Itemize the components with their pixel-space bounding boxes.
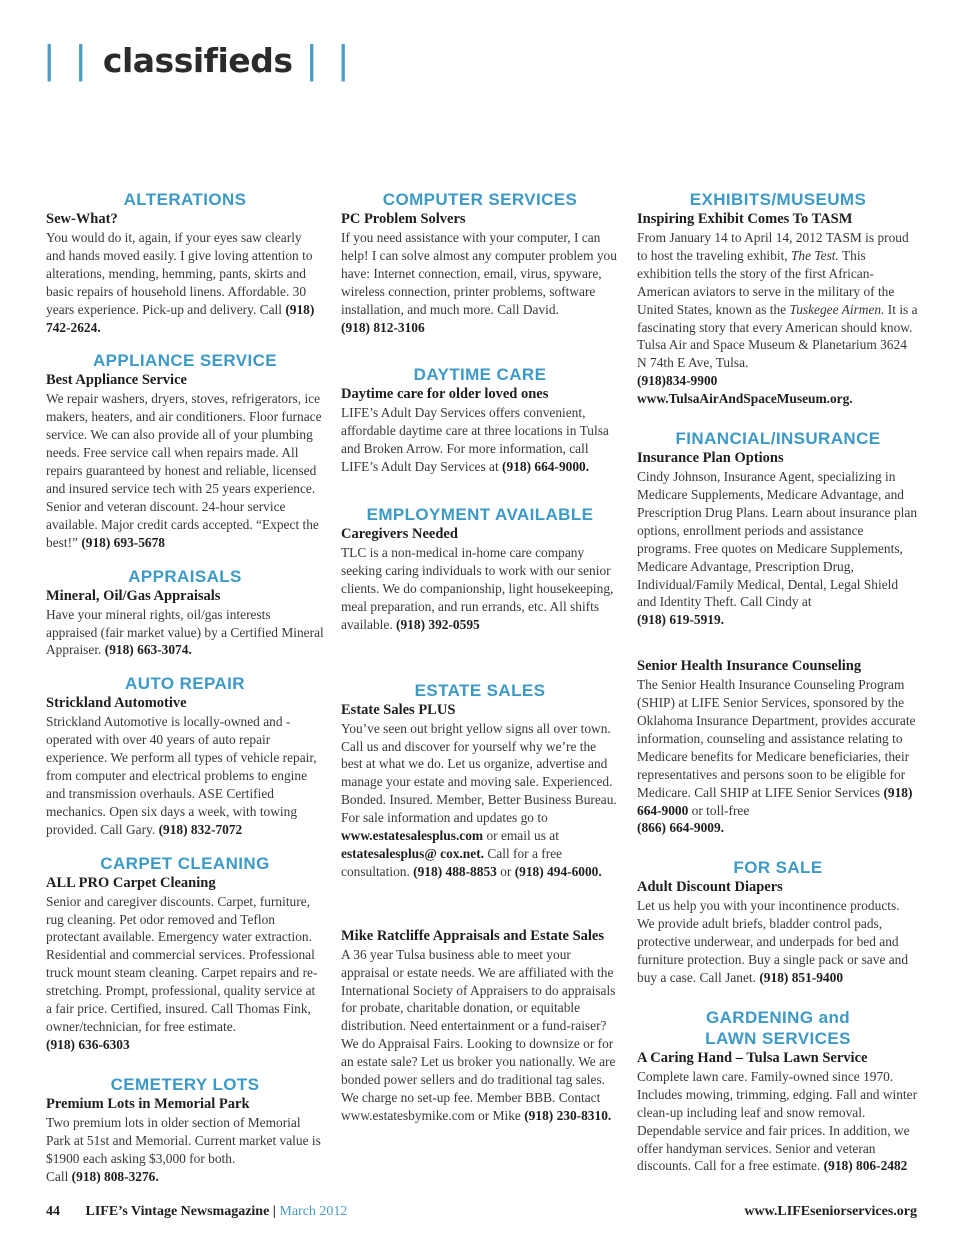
- ad-employment: [341, 504, 619, 634]
- ad-exhibits-museums: [637, 189, 919, 408]
- ad-body: [341, 946, 619, 1125]
- category-heading: EMPLOYMENT AVAILABLE: [366, 505, 594, 525]
- category-heading: FOR SALE: [733, 858, 823, 878]
- ad-body: [46, 606, 324, 660]
- category-heading: CARPET CLEANING: [100, 853, 270, 873]
- website-link[interactable]: www.estatesalesplus.com: [341, 828, 484, 844]
- ad-body: [637, 229, 919, 408]
- header-bars-left: | |: [44, 38, 91, 82]
- ad-daytime-care: [341, 364, 619, 476]
- phone-number: (918) 663-3074.: [104, 642, 192, 658]
- business-name: Insurance Plan Options: [637, 450, 784, 467]
- ad-text: Senior and caregiver discounts. Carpet, furniture, rug cleaning. Pet odor removed and Teflon protectant available. Emergency water extraction. Residential and commercial services. Professional truck mount steam cleaning. Carpet repairs and re-stretching. Prompt, professional, quality service at a fair price. Certified, insured. Call Thomas Fink, owner/technician, for free estimate.: [46, 893, 318, 1034]
- ad-text: If you need assistance with your computer, I can help! I can solve almost any computer problem you have: Internet connection, email, virus, spyware, wireless connection, printer problems, software installation, and much more. Call David.: [341, 230, 617, 317]
- ad-body: [46, 229, 324, 336]
- phone-number: (866) 664-9009.: [637, 820, 725, 836]
- ad-text: This exhibition tells the story of the first African-American aviators to serve in the military of the United States, known as the: [637, 247, 895, 317]
- business-name: PC Problem Solvers: [341, 211, 466, 227]
- ad-text: We repair washers, dryers, stoves, refrigerators, ice makers, heaters, and air conditioners. Floor furnace service. We can also provide all of your plumbing needs. Free service call when repairs made. All repairs guaranteed by honest and reliable, licensed and insured service tech with 25 years experience. Senior and veteran discount. 24-hour service available. Major credit cards accepted. “Expect the best!”: [46, 391, 322, 550]
- ad-appraisals: [46, 566, 324, 660]
- phone-number: (918) 808-3276.: [71, 1168, 159, 1184]
- ad-carpet-cleaning: [46, 853, 324, 1054]
- ad-estate-sales: [341, 680, 619, 881]
- business-name: ALL PRO Carpet Cleaning: [46, 874, 216, 891]
- ad-text: Two premium lots in older section of Memorial Park at 51st and Memorial. Current market value is $1900 each asking $3,000 for both.: [46, 1114, 321, 1166]
- ad-body: [341, 229, 619, 336]
- business-name: Senior Health Insurance Counseling: [637, 658, 862, 675]
- website-link[interactable]: www.TulsaAirAndSpaceMuseum.org.: [637, 391, 853, 407]
- column-3: [637, 189, 919, 1175]
- phone-number: (918)834-9900: [637, 373, 718, 389]
- business-name: A Caring Hand – Tulsa Lawn Service: [637, 1049, 868, 1066]
- page-number: 44: [46, 1204, 60, 1219]
- ad-body: [637, 676, 919, 837]
- ad-appliance: [46, 350, 324, 551]
- phone-number: (918) 693-5678: [81, 534, 166, 550]
- phone-number: (918) 664-9000: [637, 784, 913, 818]
- ad-body: [46, 390, 324, 551]
- phone-number: (918) 832-7072: [158, 821, 243, 837]
- ad-body: [637, 1068, 919, 1175]
- business-name: Estate Sales PLUS: [341, 701, 456, 718]
- ad-text: Strickland Automotive is locally-owned and - operated with over 40 years of auto repair experience. We perform all types of vehicle repair, from computer and electrical problems to engine and transmission overhauls. ASE Certified mechanics. Open six days a week, with towing provided. Call Gary.: [46, 714, 317, 837]
- phone-number: (918) 742-2624.: [46, 301, 315, 335]
- category-heading: ESTATE SALES: [414, 680, 546, 700]
- footer-website[interactable]: www.LIFEseniorservices.org: [744, 1204, 917, 1219]
- ad-computer-services: [341, 189, 619, 336]
- category-heading-line-2: LAWN SERVICES: [705, 1028, 851, 1048]
- phone-number: (918) 851-9400: [759, 970, 844, 985]
- ad-text: The Senior Health Insurance Counseling Program (SHIP) at LIFE Senior Services, sponsored by the Oklahoma Insurance Department, provides accurate information, counseling and assistance relating to Medicare benefits for Medicare beneficiaries, their representatives and persons soon to be eligible for Medicare. Call SHIP at LIFE Senior Services: [637, 677, 916, 800]
- ad-cemetery-lots: [46, 1074, 324, 1186]
- category-heading: APPLIANCE SERVICE: [92, 351, 278, 371]
- phone-number: (918) 392-0595: [396, 616, 480, 632]
- ad-ship: [637, 657, 919, 837]
- business-name: Inspiring Exhibit Comes To TASM: [637, 211, 853, 227]
- ad-text: or: [496, 863, 515, 879]
- header-bars-right: | |: [306, 38, 354, 82]
- ad-text: From January 14 to April 14, 2012 TASM is proud to host the traveling exhibit,: [637, 230, 909, 263]
- exhibit-title: The Test.: [790, 247, 839, 263]
- phone-number: (918) 636-6303: [46, 1036, 130, 1052]
- ad-body: [637, 468, 919, 629]
- phone-number: (918) 812-3106: [341, 319, 425, 335]
- ad-text: or toll-free: [688, 802, 750, 818]
- magazine-name: LIFE’s Vintage Newsmagazine |: [85, 1204, 280, 1219]
- page-title: classifieds: [102, 40, 293, 80]
- category-heading: FINANCIAL/INSURANCE: [675, 429, 881, 449]
- category-heading: EXHIBITS/MUSEUMS: [689, 190, 867, 209]
- phone-number: (918) 488-8853: [413, 863, 497, 879]
- business-name: Best Appliance Service: [46, 372, 187, 389]
- category-heading: COMPUTER SERVICES: [382, 190, 578, 209]
- ad-text: Complete lawn care. Family-owned since 1970. Includes mowing, trimming, edging. Fall and winter clean-up including leaf and snow removal. Dependable service and fair prices. In addition, we offer handyman services. Senior and veteran discounts. Call for a free estimate.: [637, 1068, 918, 1174]
- business-name: Daytime care for older loved ones: [341, 386, 549, 403]
- ad-financial-insurance: [637, 428, 919, 629]
- ad-text: Let us help you with your incontinence products. We provide adult briefs, bladder control pads, protective underwear, and underpads for bed and furniture protection. Buy a single pack or save and buy a case. Call Janet.: [637, 898, 909, 985]
- ad-body: [637, 897, 919, 987]
- business-name: Premium Lots in Memorial Park: [46, 1095, 250, 1112]
- phone-number: (918) 230-8310.: [524, 1107, 612, 1123]
- ad-for-sale: [637, 857, 919, 987]
- call-text: Call: [46, 1168, 72, 1184]
- ad-text: It is a fascinating story that every American should know. Tulsa Air and Space Museum & Planetarium 3624 N 74th E Ave, Tulsa.: [637, 301, 918, 371]
- ad-text: Have your mineral rights, oil/gas interests appraised (fair market value) by a Certified Mineral Appraiser.: [46, 606, 324, 658]
- ad-body: [341, 544, 619, 634]
- ad-body: [46, 1114, 324, 1186]
- column-2: [341, 189, 619, 1125]
- category-heading: ALTERATIONS: [123, 190, 247, 209]
- category-heading: GARDENING and: [705, 1007, 851, 1027]
- ad-text: Cindy Johnson, Insurance Agent, specializing in Medicare Supplements, Medicare Advantage, and Prescription Drug Plans. Learn about insurance plan options, enrollment periods and assistance programs. Free quotes on Medicare Supplements, Medicare Advantage, Prescription Drug, Individual/Family Medical, Dental, Legal Shield and Identity Theft. Call Cindy at: [637, 469, 918, 610]
- ad-mike-ratcliffe: [341, 927, 619, 1125]
- ad-text: TLC is a non-medical in-home care company seeking caring individuals to work with our senior clients. We do companionship, light housekeeping, meal preparation, and run errands, etc. All shifts available.: [341, 545, 614, 632]
- business-name: Strickland Automotive: [46, 695, 187, 712]
- business-name: Mike Ratcliffe Appraisals and Estate Sales: [341, 927, 605, 944]
- ad-auto-repair: [46, 673, 324, 838]
- ad-body: [46, 893, 324, 1054]
- category-heading: AUTO REPAIR: [125, 674, 245, 694]
- phone-number: (918) 806-2482: [823, 1158, 908, 1174]
- email-link[interactable]: estatesalesplus@ cox.net.: [341, 845, 485, 861]
- phone-number: (918) 664-9000.: [502, 459, 590, 475]
- ad-text: Call for a free consultation.: [341, 845, 563, 879]
- phone-number: (918) 494-6000.: [514, 863, 602, 879]
- ad-text: LIFE’s Adult Day Services offers convenient, affordable daytime care at three locations in Tulsa and Broken Arrow. For more information, call LIFE’s Adult Day Services at: [341, 405, 609, 475]
- ad-gardening: [637, 1007, 919, 1175]
- column-1: [46, 189, 324, 1185]
- ad-body: [46, 713, 324, 838]
- page-footer: [46, 1204, 917, 1224]
- ad-text: You’ve seen out bright yellow signs all over town. Call us and discover for yourself why we’re the best at what we do. Let us organize, advertise and manage your estate and moving sale. Experienced. Bonded. Insured. Member, Better Business Bureau. For sale information and updates go to: [341, 720, 617, 826]
- issue-month: March 2012: [279, 1204, 348, 1219]
- business-name: Caregivers Needed: [341, 526, 458, 543]
- ad-alterations: [46, 189, 324, 336]
- category-heading: DAYTIME CARE: [413, 365, 547, 385]
- ad-body: [341, 720, 619, 881]
- tuskegee-airmen: Tuskegee Airmen.: [789, 301, 885, 317]
- ad-body: [341, 404, 619, 476]
- category-heading: CEMETERY LOTS: [110, 1074, 260, 1094]
- business-name: Adult Discount Diapers: [637, 879, 783, 896]
- page-header: [44, 38, 353, 82]
- phone-number: (918) 619-5919.: [637, 612, 725, 628]
- business-name: Sew-What?: [46, 211, 118, 227]
- business-name: Mineral, Oil/Gas Appraisals: [46, 587, 221, 604]
- ad-text: A 36 year Tulsa business able to meet your appraisal or estate needs. We are affiliated with the International Society of Appraisers to do appraisals for probate, charitable donation, or equitable distribution. Need entertainment or a fund-raiser? We do Appraisal Fairs. Looking to downsize or for an estate sale? Let us broker you nationally. We are bonded power sellers and do traditional tag sales. We charge no set-up fee. Member BBB. Contact www.estatesbymike.com or Mike: [341, 946, 616, 1123]
- ad-text: or email us at: [483, 828, 559, 844]
- category-heading: APPRAISALS: [128, 566, 242, 586]
- ad-text: You would do it, again, if your eyes saw clearly and hands moved easily. I give loving attention to alterations, mending, hemming, pants, skirts and basic repairs of household linens. Affordable. 30 years experience. Pick-up and delivery. Call: [46, 230, 313, 317]
